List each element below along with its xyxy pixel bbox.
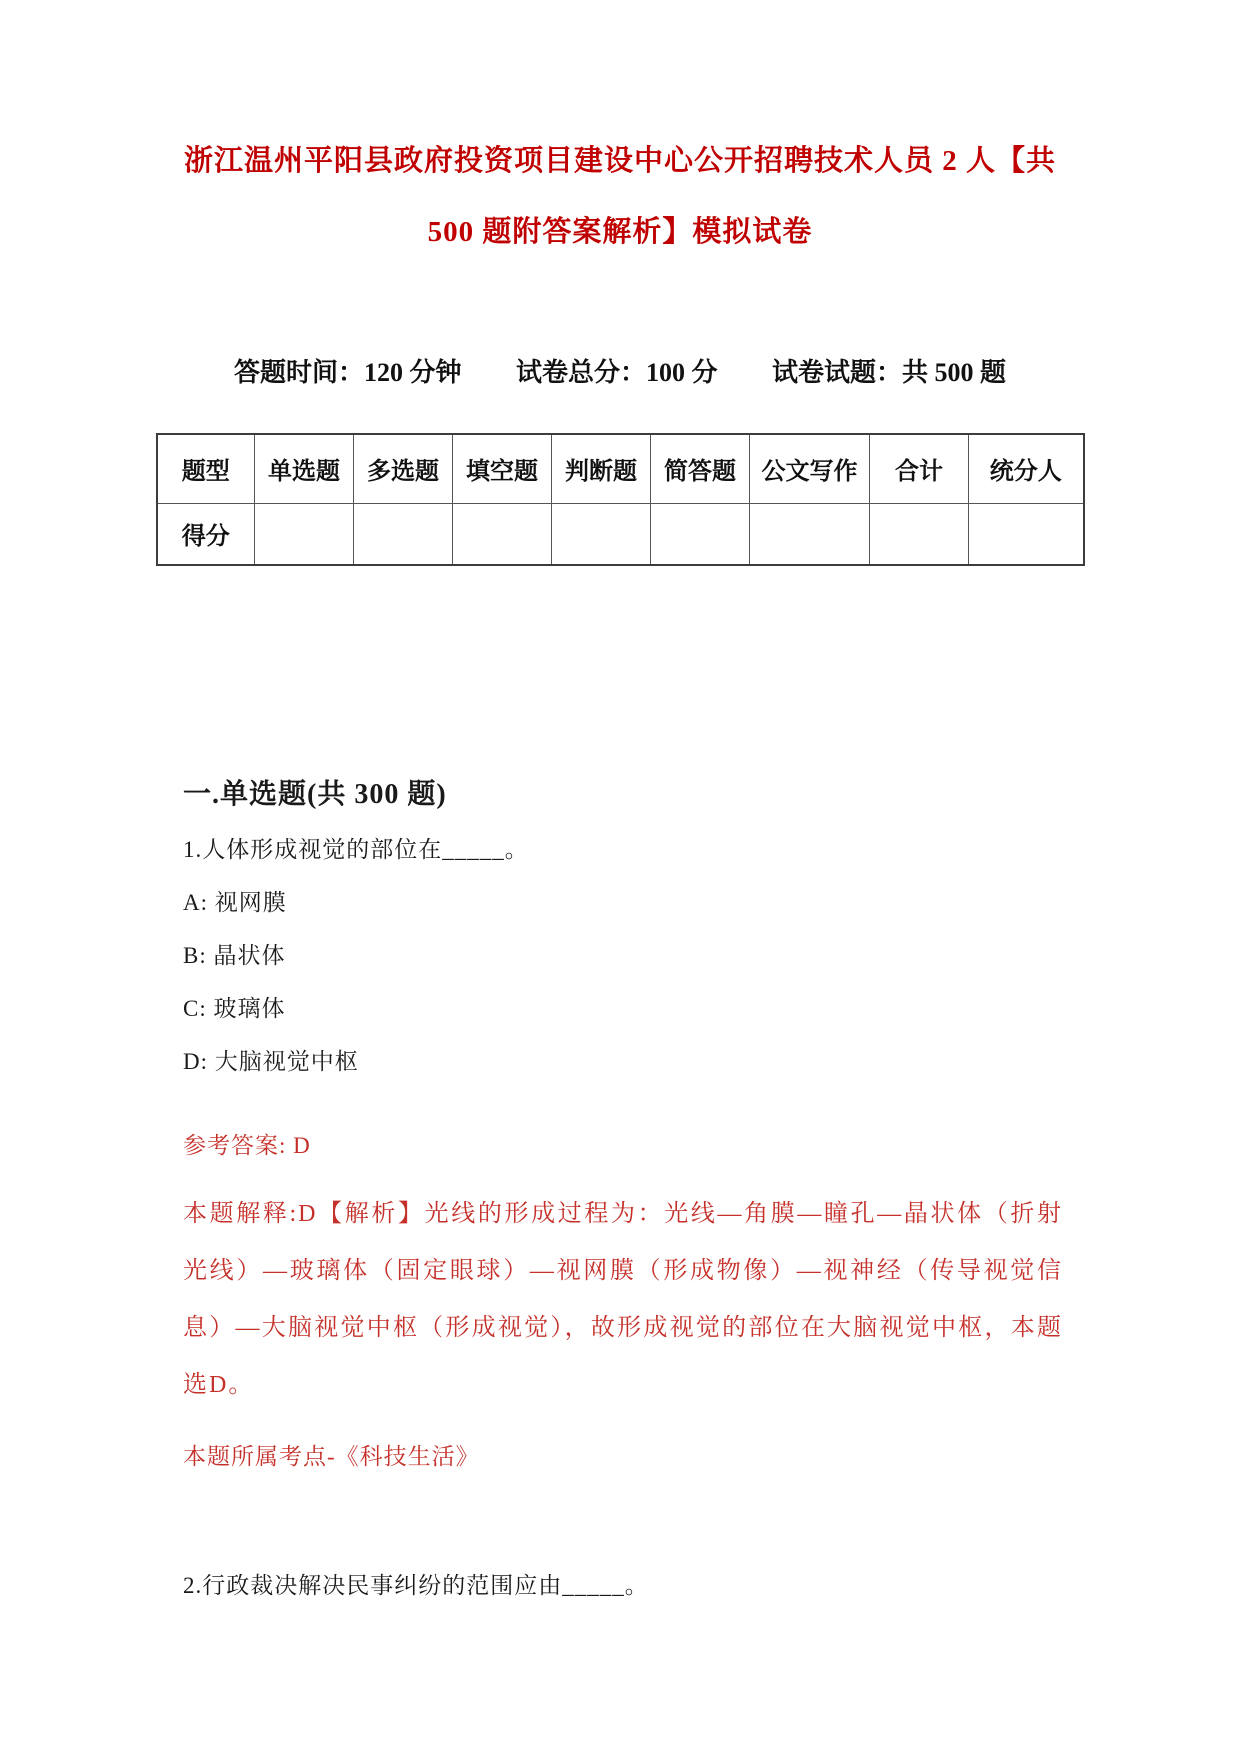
header-cell-question-type: 题型	[157, 434, 255, 503]
exam-title	[0, 0, 1240, 268]
question-1	[183, 836, 1063, 1472]
header-cell-total: 合计	[870, 434, 969, 503]
score-row-label: 得分	[157, 503, 255, 565]
score-table-header-row	[157, 434, 1084, 503]
exam-info-time: 答题时间：120 分钟	[233, 358, 462, 387]
exam-info-bar	[0, 359, 1240, 387]
question-1-option-b: B: 晶状体	[183, 943, 286, 968]
exam-info-question-count: 试卷试题：共 500 题	[772, 358, 1007, 387]
question-1-text: 1.人体形成视觉的部位在_____。	[183, 837, 529, 862]
section-heading-single-choice: 一.单选题(共 300 题)	[183, 779, 447, 810]
score-value-cell	[255, 503, 354, 565]
question-2	[183, 1572, 1063, 1600]
score-value-cell	[870, 503, 969, 565]
question-1-reference-answer: 参考答案: D	[183, 1133, 311, 1158]
score-value-cell	[552, 503, 651, 565]
exam-title-line2: 500 题附答案解析】模拟试卷	[427, 216, 813, 248]
header-cell-single-choice: 单选题	[255, 434, 354, 503]
score-value-cell	[453, 503, 552, 565]
header-cell-fill-blank: 填空题	[453, 434, 552, 503]
score-table-score-row	[157, 503, 1084, 565]
exam-info-total-score: 试卷总分：100 分	[515, 358, 718, 387]
question-2-text: 2.行政裁决解决民事纠纷的范围应由_____。	[183, 1573, 649, 1598]
question-1-option-c: C: 玻璃体	[183, 996, 286, 1021]
header-cell-scorer: 统分人	[969, 434, 1084, 503]
score-value-cell	[651, 503, 750, 565]
score-value-cell	[969, 503, 1084, 565]
header-cell-short-answer: 简答题	[651, 434, 750, 503]
score-table	[156, 433, 1085, 566]
header-cell-true-false: 判断题	[552, 434, 651, 503]
exam-title-line1: 浙江温州平阳县政府投资项目建设中心公开招聘技术人员 2 人【共	[183, 145, 1056, 177]
header-cell-official-writing: 公文写作	[750, 434, 870, 503]
score-value-cell	[354, 503, 453, 565]
question-1-option-a: A: 视网膜	[183, 890, 287, 915]
question-1-explanation: 本题解释:D【解析】光线的形成过程为：光线—角膜—瞳孔—晶状体（折射光线）—玻璃体（固定眼球）—视网膜（形成物像）—视神经（传导视觉信息）—大脑视觉中枢（形成视觉），故形成视觉的部位在大脑视觉中枢，本题选D。	[183, 1201, 1063, 1398]
header-cell-multi-choice: 多选题	[354, 434, 453, 503]
question-1-option-d: D: 大脑视觉中枢	[183, 1049, 359, 1074]
score-value-cell	[750, 503, 870, 565]
exam-body	[0, 778, 1240, 1600]
question-1-knowledge-point: 本题所属考点-《科技生活》	[183, 1444, 480, 1469]
